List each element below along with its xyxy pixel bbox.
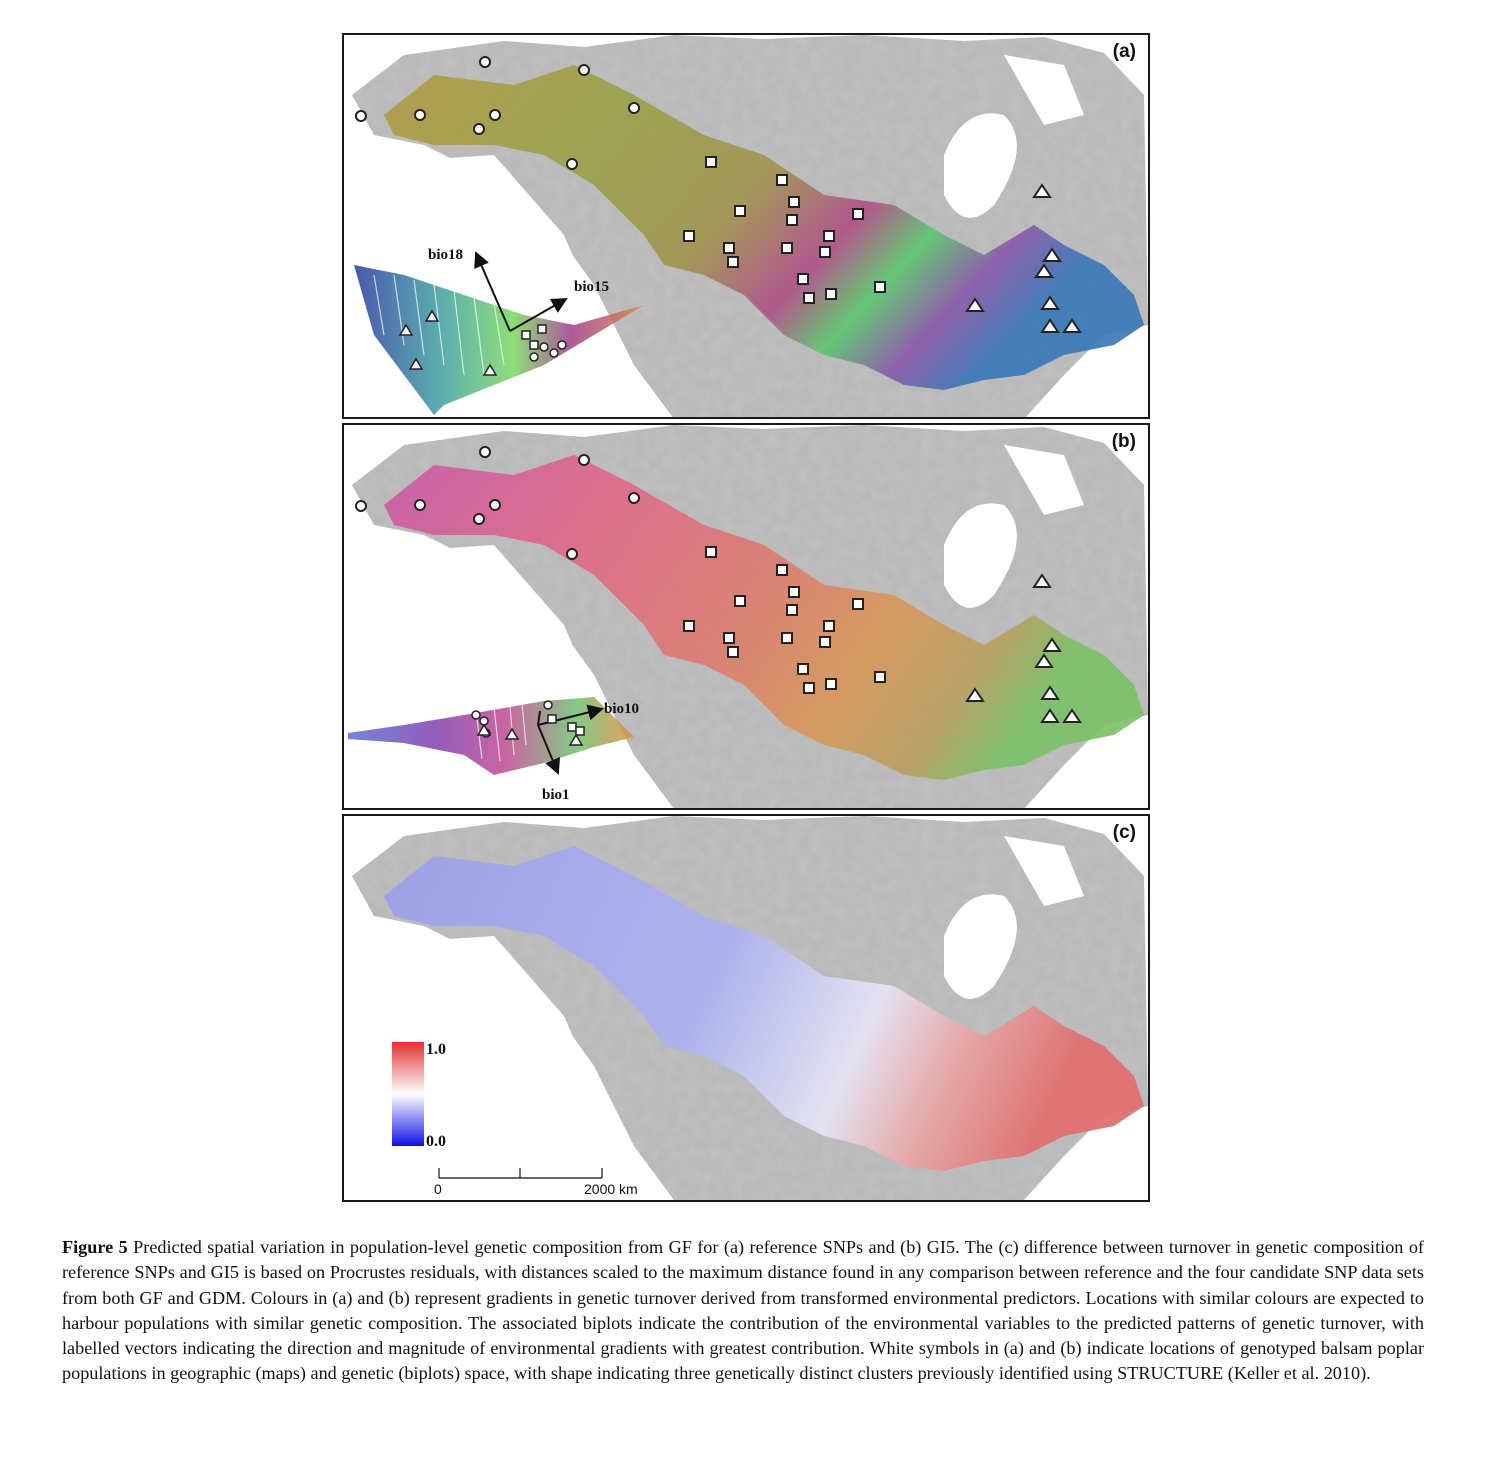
figure-panel-a: [342, 33, 1150, 419]
panel-label-c: (c): [1112, 822, 1136, 843]
figure-panel-b: [342, 423, 1150, 810]
scale-zero-label: 0: [434, 1181, 442, 1197]
legend-max-label: 1.0: [426, 1041, 446, 1058]
panel-label-a: (a): [1112, 41, 1136, 62]
figure-number: Figure 5: [62, 1237, 128, 1257]
scale-end-label: 2000 km: [584, 1181, 638, 1197]
vector-label-bio10: bio10: [604, 701, 640, 717]
map-panel-a: [344, 35, 1148, 419]
legend-min-label: 0.0: [426, 1133, 446, 1150]
caption-text: Predicted spatial variation in population-level genetic composition from GF for (a) reference SNPs and (b) GI5. The (c) difference between turnover in genetic composition of reference SNPs and GI5 is based on Procrustes residuals, with distances scaled to the maximum distance found in any comparison between reference and the four candidate SNP data sets from both GF and GDM. Colours in (a) and (b) represent gradients in genetic turnover derived from transformed environmental predictors. Locations with similar colours are expected to harbour populations with similar genetic composition. The associated biplots indicate the contribution of the environmental variables to the predicted patterns of genetic turnover, with labelled vectors indicating the direction and magnitude of environmental gradients with greatest contribution. White symbols in (a) and (b) indicate locations of genotyped balsam poplar populations in geographic (maps) and genetic (biplots) space, with shape indicating three genetically distinct clusters previously identified using STRUCTURE (Keller et al. 2010).: [62, 1237, 1424, 1384]
panel-label-b: (b): [1111, 431, 1136, 452]
vector-label-bio1: bio1: [542, 787, 570, 803]
vector-label-bio18: bio18: [428, 247, 464, 263]
figure-caption: [62, 1235, 1424, 1387]
vector-label-bio15: bio15: [574, 279, 610, 295]
map-panel-b: [344, 425, 1148, 809]
map-panel-c: [344, 816, 1148, 1200]
figure-panel-c: [342, 814, 1150, 1202]
